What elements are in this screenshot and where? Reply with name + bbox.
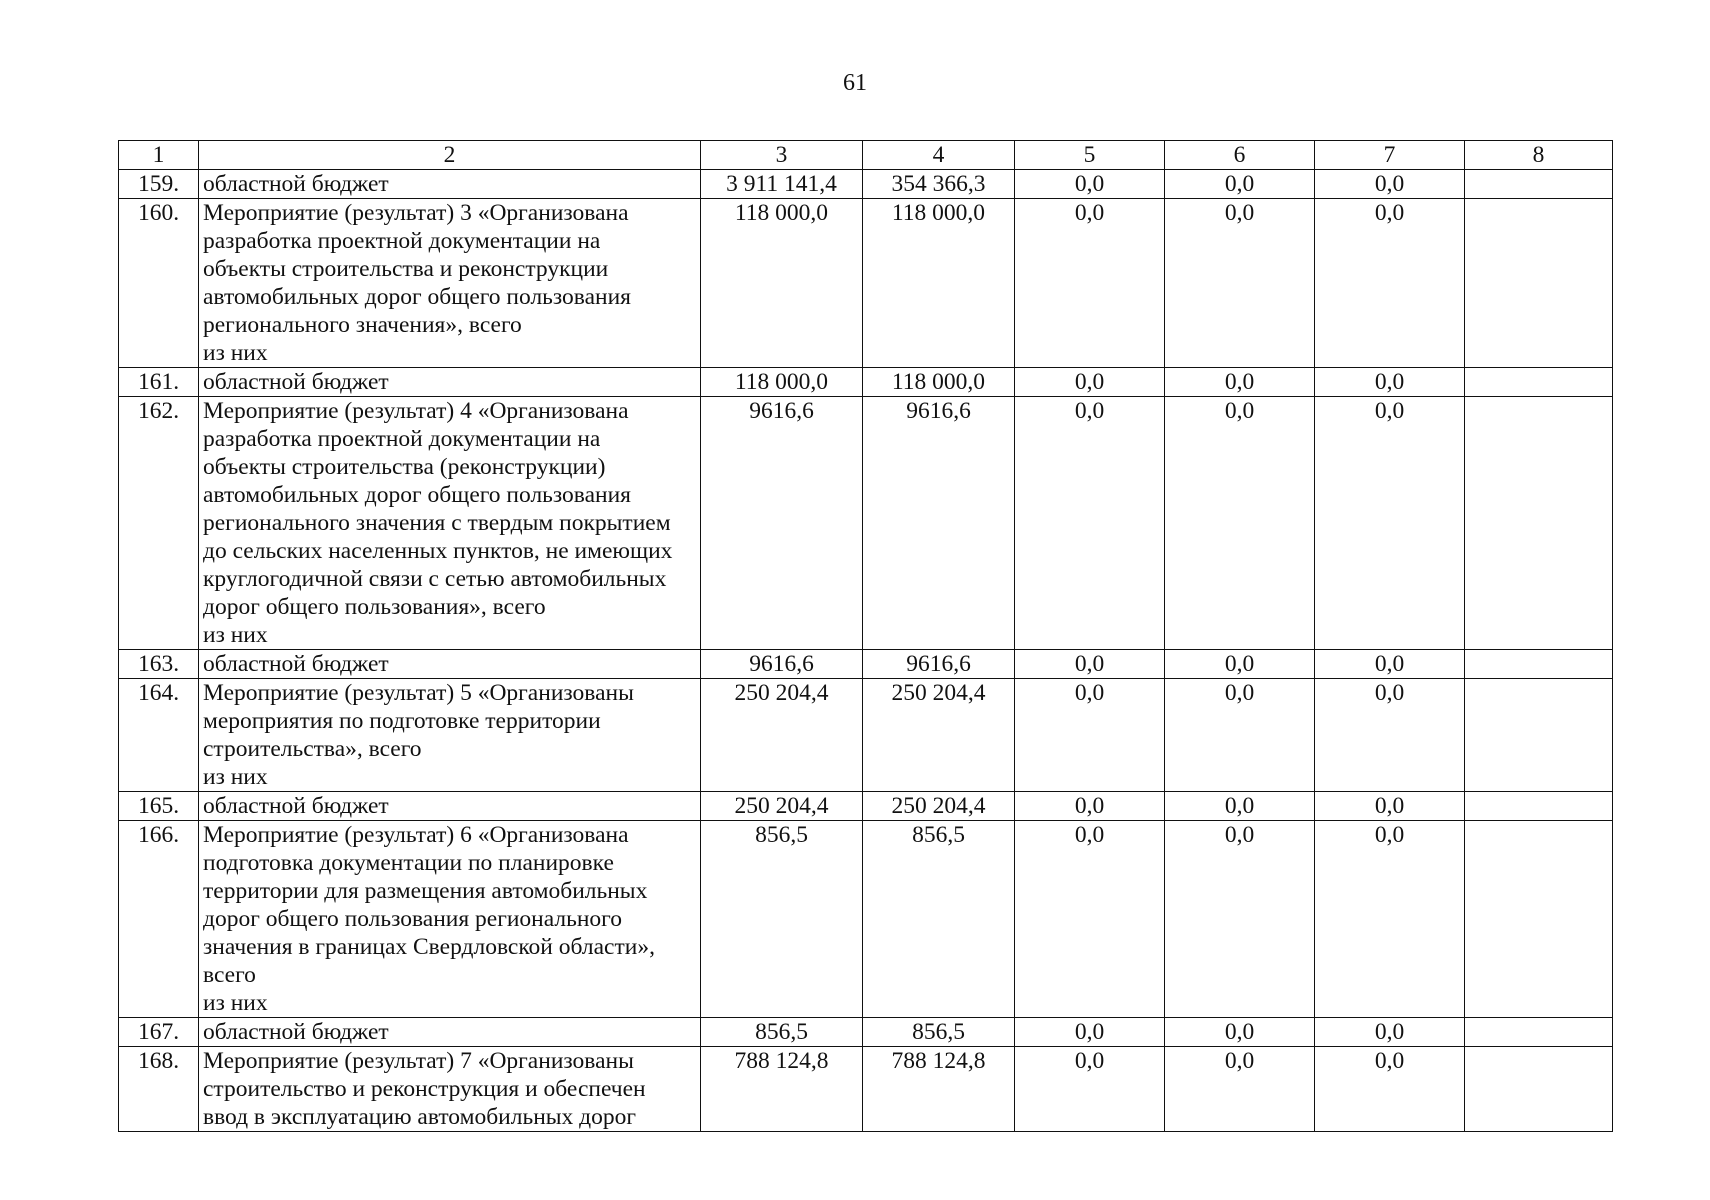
cell-col-4: 354 366,3 <box>863 170 1015 199</box>
cell-col-5: 0,0 <box>1015 792 1165 821</box>
row-number: 160. <box>119 199 199 368</box>
row-number: 164. <box>119 679 199 792</box>
cell-col-4: 9616,6 <box>863 397 1015 650</box>
cell-col-3: 856,5 <box>701 821 863 1018</box>
row-description: Мероприятие (результат) 7 «Организованы строительство и реконструкция и обеспечен ввод в эксплуатацию автомобильных дорог <box>199 1047 701 1132</box>
cell-col-3: 9616,6 <box>701 397 863 650</box>
cell-col-8 <box>1465 170 1613 199</box>
cell-col-4: 9616,6 <box>863 650 1015 679</box>
column-header: 1 <box>119 141 199 170</box>
row-description: Мероприятие (результат) 5 «Организованы мероприятия по подготовке территории строительства», всего из них <box>199 679 701 792</box>
column-header: 8 <box>1465 141 1613 170</box>
cell-col-6: 0,0 <box>1165 170 1315 199</box>
cell-col-3: 118 000,0 <box>701 199 863 368</box>
cell-col-3: 250 204,4 <box>701 679 863 792</box>
row-number: 166. <box>119 821 199 1018</box>
column-header: 4 <box>863 141 1015 170</box>
cell-col-7: 0,0 <box>1315 170 1465 199</box>
cell-col-7: 0,0 <box>1315 679 1465 792</box>
cell-col-6: 0,0 <box>1165 679 1315 792</box>
row-description: областной бюджет <box>199 368 701 397</box>
cell-col-7: 0,0 <box>1315 368 1465 397</box>
row-description: Мероприятие (результат) 6 «Организована подготовка документации по планировке территории для размещения автомобильных дорог общего пользования регионального значения в границах Свердловской области», всего из них <box>199 821 701 1018</box>
cell-col-7: 0,0 <box>1315 397 1465 650</box>
cell-col-8 <box>1465 792 1613 821</box>
cell-col-5: 0,0 <box>1015 170 1165 199</box>
cell-col-4: 118 000,0 <box>863 368 1015 397</box>
page-number: 61 <box>843 70 867 96</box>
cell-col-7: 0,0 <box>1315 792 1465 821</box>
cell-col-5: 0,0 <box>1015 1047 1165 1132</box>
cell-col-4: 856,5 <box>863 821 1015 1018</box>
cell-col-6: 0,0 <box>1165 397 1315 650</box>
column-header: 6 <box>1165 141 1315 170</box>
cell-col-3: 250 204,4 <box>701 792 863 821</box>
cell-col-7: 0,0 <box>1315 1047 1465 1132</box>
cell-col-8 <box>1465 650 1613 679</box>
table-header-row <box>119 141 1613 170</box>
column-header: 2 <box>199 141 701 170</box>
table-row <box>119 679 1613 792</box>
table-row <box>119 1018 1613 1047</box>
cell-col-4: 250 204,4 <box>863 792 1015 821</box>
row-description: областной бюджет <box>199 1018 701 1047</box>
cell-col-3: 3 911 141,4 <box>701 170 863 199</box>
table-row <box>119 170 1613 199</box>
cell-col-6: 0,0 <box>1165 368 1315 397</box>
table-row <box>119 397 1613 650</box>
cell-col-6: 0,0 <box>1165 650 1315 679</box>
column-header: 7 <box>1315 141 1465 170</box>
cell-col-5: 0,0 <box>1015 650 1165 679</box>
cell-col-6: 0,0 <box>1165 1018 1315 1047</box>
cell-col-3: 788 124,8 <box>701 1047 863 1132</box>
cell-col-6: 0,0 <box>1165 792 1315 821</box>
row-description: Мероприятие (результат) 4 «Организована разработка проектной документации на объекты строительства (реконструкции) автомобильных дорог общего пользования регионального значения с твердым покрытием до сельских населенных пунктов, не имеющих круглогодичной связи с сетью автомобильных дорог общего пользования», всего из них <box>199 397 701 650</box>
cell-col-8 <box>1465 1047 1613 1132</box>
cell-col-4: 788 124,8 <box>863 1047 1015 1132</box>
table-row <box>119 368 1613 397</box>
row-description: областной бюджет <box>199 650 701 679</box>
table-row <box>119 792 1613 821</box>
budget-table <box>118 140 1613 1132</box>
cell-col-7: 0,0 <box>1315 1018 1465 1047</box>
row-number: 163. <box>119 650 199 679</box>
cell-col-8 <box>1465 821 1613 1018</box>
cell-col-4: 250 204,4 <box>863 679 1015 792</box>
cell-col-7: 0,0 <box>1315 821 1465 1018</box>
cell-col-5: 0,0 <box>1015 679 1165 792</box>
cell-col-5: 0,0 <box>1015 397 1165 650</box>
row-number: 161. <box>119 368 199 397</box>
cell-col-6: 0,0 <box>1165 1047 1315 1132</box>
table-row <box>119 821 1613 1018</box>
cell-col-8 <box>1465 679 1613 792</box>
column-header: 3 <box>701 141 863 170</box>
row-number: 159. <box>119 170 199 199</box>
row-number: 165. <box>119 792 199 821</box>
cell-col-5: 0,0 <box>1015 821 1165 1018</box>
table-row <box>119 650 1613 679</box>
cell-col-8 <box>1465 1018 1613 1047</box>
table-row <box>119 1047 1613 1132</box>
cell-col-7: 0,0 <box>1315 199 1465 368</box>
column-header: 5 <box>1015 141 1165 170</box>
cell-col-8 <box>1465 397 1613 650</box>
table-row <box>119 199 1613 368</box>
cell-col-3: 856,5 <box>701 1018 863 1047</box>
row-description: Мероприятие (результат) 3 «Организована разработка проектной документации на объекты строительства и реконструкции автомобильных дорог общего пользования регионального значения», всего из них <box>199 199 701 368</box>
row-description: областной бюджет <box>199 170 701 199</box>
row-number: 162. <box>119 397 199 650</box>
cell-col-8 <box>1465 368 1613 397</box>
cell-col-3: 118 000,0 <box>701 368 863 397</box>
cell-col-7: 0,0 <box>1315 650 1465 679</box>
row-number: 168. <box>119 1047 199 1132</box>
row-number: 167. <box>119 1018 199 1047</box>
row-description: областной бюджет <box>199 792 701 821</box>
cell-col-5: 0,0 <box>1015 368 1165 397</box>
cell-col-8 <box>1465 199 1613 368</box>
cell-col-3: 9616,6 <box>701 650 863 679</box>
cell-col-4: 118 000,0 <box>863 199 1015 368</box>
cell-col-5: 0,0 <box>1015 199 1165 368</box>
cell-col-6: 0,0 <box>1165 821 1315 1018</box>
cell-col-5: 0,0 <box>1015 1018 1165 1047</box>
cell-col-6: 0,0 <box>1165 199 1315 368</box>
cell-col-4: 856,5 <box>863 1018 1015 1047</box>
